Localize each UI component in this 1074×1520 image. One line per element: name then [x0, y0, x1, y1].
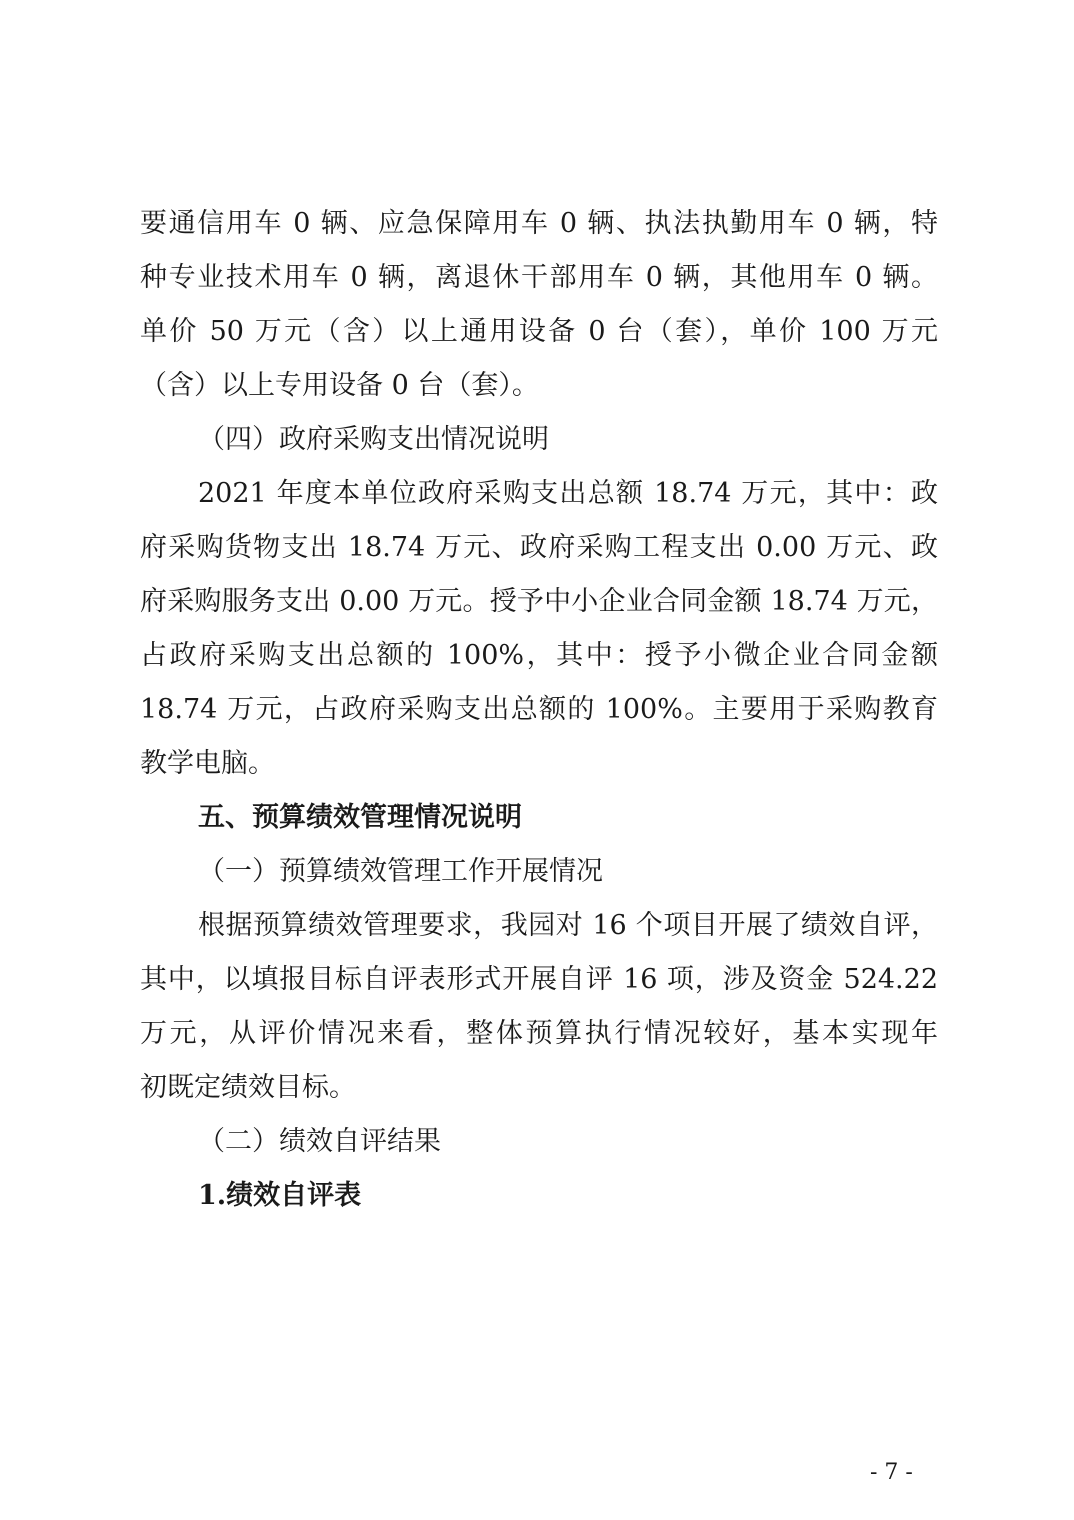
body-text-line: 府采购货物支出 18.74 万元、政府采购工程支出 0.00 万元、政	[140, 532, 938, 563]
body-text-line: 要通信用车 0 辆、应急保障用车 0 辆、执法执勤用车 0 辆，特	[140, 208, 938, 239]
body-text-line: 万元，从评价情况来看，整体预算执行情况较好，基本实现年	[140, 1018, 938, 1049]
body-text-line: 教学电脑。	[140, 748, 275, 779]
page-number: - 7 -	[870, 1460, 913, 1485]
body-text-line: 根据预算绩效管理要求，我园对 16 个项目开展了绩效自评，	[198, 910, 938, 941]
body-text-line: 其中，以填报目标自评表形式开展自评 16 项，涉及资金 524.22	[140, 964, 938, 995]
body-text-line: （含）以上专用设备 0 台（套）。	[140, 370, 539, 401]
body-text-line: 初既定绩效目标。	[140, 1072, 356, 1103]
body-text-line: 18.74 万元，占政府采购支出总额的 100%。主要用于采购教育	[140, 694, 938, 725]
subsection-heading: 1.绩效自评表	[198, 1180, 362, 1211]
section-heading-2: （二）绩效自评结果	[198, 1126, 441, 1157]
body-text-line: 种专业技术用车 0 辆，离退休干部用车 0 辆，其他用车 0 辆。	[140, 262, 938, 293]
body-text-line: 占政府采购支出总额的 100%，其中：授予小微企业合同金额	[140, 640, 938, 671]
body-text-line: 单价 50 万元（含）以上通用设备 0 台（套），单价 100 万元	[140, 316, 938, 347]
body-text-line: 府采购服务支出 0.00 万元。授予中小企业合同金额 18.74 万元，	[140, 586, 938, 617]
body-text-line: 2021 年度本单位政府采购支出总额 18.74 万元，其中：政	[198, 478, 938, 509]
section-heading-4: （四）政府采购支出情况说明	[198, 424, 549, 455]
section-heading-1: （一）预算绩效管理工作开展情况	[198, 856, 603, 887]
chapter-heading-5: 五、预算绩效管理情况说明	[198, 802, 522, 833]
